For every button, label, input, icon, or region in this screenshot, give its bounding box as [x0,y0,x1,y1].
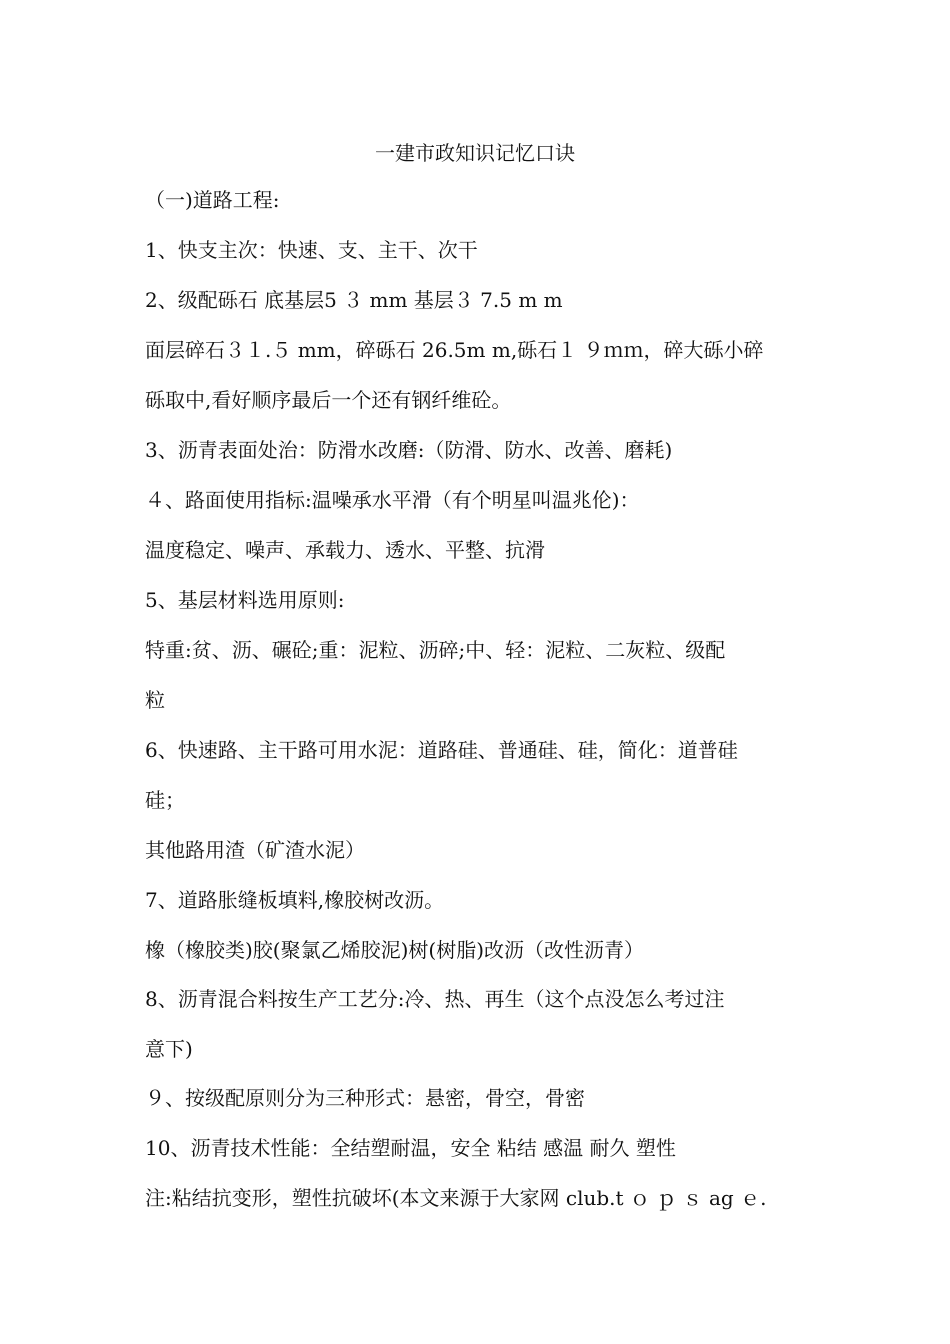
text-line-14: 7、道路胀缝板填料,橡胶树改沥。 [145,888,445,912]
text-line-16: 8、沥青混合料按生产工艺分:冷、热、再生（这个点没怎么考过注 [145,987,725,1011]
text-line-5: 3、沥青表面处治：防滑水改磨:（防滑、防水、改善、磨耗) [145,438,673,462]
text-line-2: 2、级配砾石 底基层5 ３ mm 基层３ 7.5 m m [145,288,563,312]
text-line-4: 砾取中,看好顺序最后一个还有钢纤维砼。 [145,388,512,412]
text-line-12: 硅； [145,788,185,812]
text-line-10: 粒 [145,688,165,712]
text-line-18: ９、按级配原则分为三种形式：悬密，骨空，骨密 [145,1086,585,1110]
text-line-1: 1、快支主次：快速、支、主干、次干 [145,238,478,262]
text-line-9: 特重:贫、沥、碾砼;重：泥粒、沥碎;中、轻：泥粒、二灰粒、级配 [145,638,726,662]
section-heading-road: （一)道路工程: [145,188,280,212]
text-line-20: 注:粘结抗变形，塑性抗破坏(本文来源于大家网 club.t ｏ ｐ ｓ ag ｅ. [145,1186,767,1210]
text-line-17: 意下) [145,1037,193,1061]
text-line-13: 其他路用渣（矿渣水泥） [145,838,365,862]
text-line-15: 橡（橡胶类)胶(聚氯乙烯胶泥)树(树脂)改沥（改性沥青） [145,938,645,962]
text-line-19: 10、沥青技术性能：全结塑耐温，安全 粘结 感温 耐久 塑性 [145,1136,676,1160]
text-line-8: 5、基层材料选用原则: [145,588,345,612]
text-line-7: 温度稳定、噪声、承载力、透水、平整、抗滑 [145,538,545,562]
document-title: 一建市政知识记忆口诀 [375,141,575,165]
text-line-11: 6、快速路、主干路可用水泥：道路硅、普通硅、硅，简化：道普硅 [145,738,738,762]
text-line-3: 面层碎石３１.５ mm，碎砾石 26.5m m,砾石１ ９ｍｍ，碎大砾小碎 [145,338,764,362]
text-line-6: ４、路面使用指标:温噪承水平滑（有个明星叫温兆伦)： [145,488,640,512]
